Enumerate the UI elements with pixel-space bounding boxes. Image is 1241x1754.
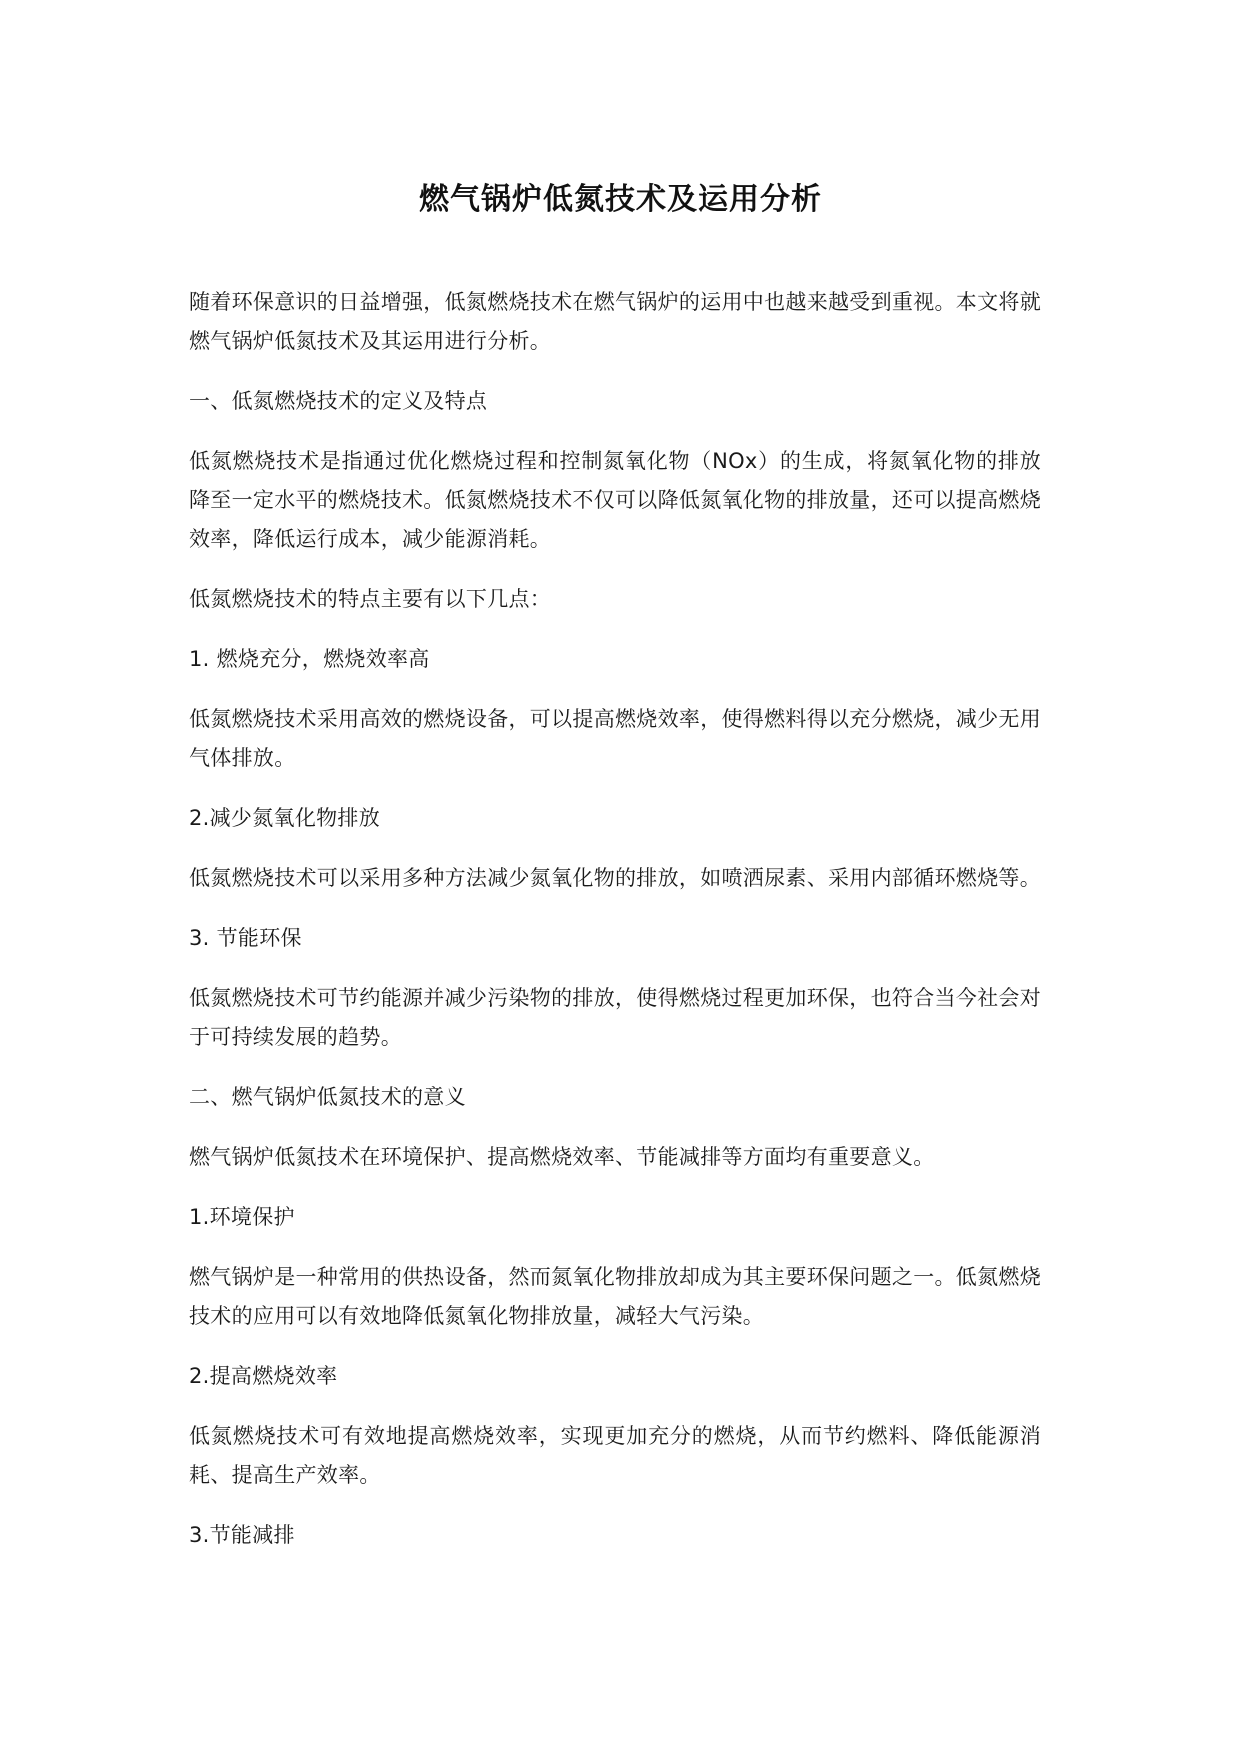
list-heading: 1. 燃烧充分，燃烧效率高	[189, 647, 430, 671]
list-heading: 2.提高燃烧效率	[189, 1364, 338, 1388]
section-heading-2: 二、燃气锅炉低氮技术的意义	[189, 1085, 466, 1109]
paragraph: 低氮燃烧技术可节约能源并减少污染物的排放，使得燃烧过程更加环保，也符合当今社会对于可持续发展的趋势。	[189, 986, 1041, 1049]
list-heading: 2.减少氮氧化物排放	[189, 806, 381, 830]
paragraph: 低氮燃烧技术的特点主要有以下几点：	[189, 587, 552, 611]
paragraph: 低氮燃烧技术采用高效的燃烧设备，可以提高燃烧效率，使得燃料得以充分燃烧，减少无用气体排放。	[189, 707, 1041, 770]
document-body	[189, 283, 1041, 1555]
document-title: 燃气锅炉低氮技术及运用分析	[419, 182, 822, 217]
paragraph: 低氮燃烧技术可有效地提高燃烧效率，实现更加充分的燃烧，从而节约燃料、降低能源消耗、提高生产效率。	[189, 1424, 1041, 1487]
list-heading: 1.环境保护	[189, 1205, 295, 1229]
paragraph-intro: 随着环保意识的日益增强，低氮燃烧技术在燃气锅炉的运用中也越来越受到重视。本文将就燃气锅炉低氮技术及其运用进行分析。	[189, 290, 1041, 353]
list-heading: 3. 节能环保	[189, 926, 302, 950]
list-heading: 3.节能减排	[189, 1523, 295, 1547]
section-heading-1: 一、低氮燃烧技术的定义及特点	[189, 389, 488, 413]
paragraph: 燃气锅炉低氮技术在环境保护、提高燃烧效率、节能减排等方面均有重要意义。	[189, 1145, 935, 1169]
paragraph: 燃气锅炉是一种常用的供热设备，然而氮氧化物排放却成为其主要环保问题之一。低氮燃烧技术的应用可以有效地降低氮氧化物排放量，减轻大气污染。	[189, 1265, 1041, 1328]
paragraph: 低氮燃烧技术可以采用多种方法减少氮氧化物的排放，如喷洒尿素、采用内部循环燃烧等。	[189, 866, 1041, 890]
paragraph: 低氮燃烧技术是指通过优化燃烧过程和控制氮氧化物（NOx）的生成，将氮氧化物的排放降至一定水平的燃烧技术。低氮燃烧技术不仅可以降低氮氧化物的排放量，还可以提高燃烧效率，降低运行成本，减少能源消耗。	[189, 449, 1041, 551]
